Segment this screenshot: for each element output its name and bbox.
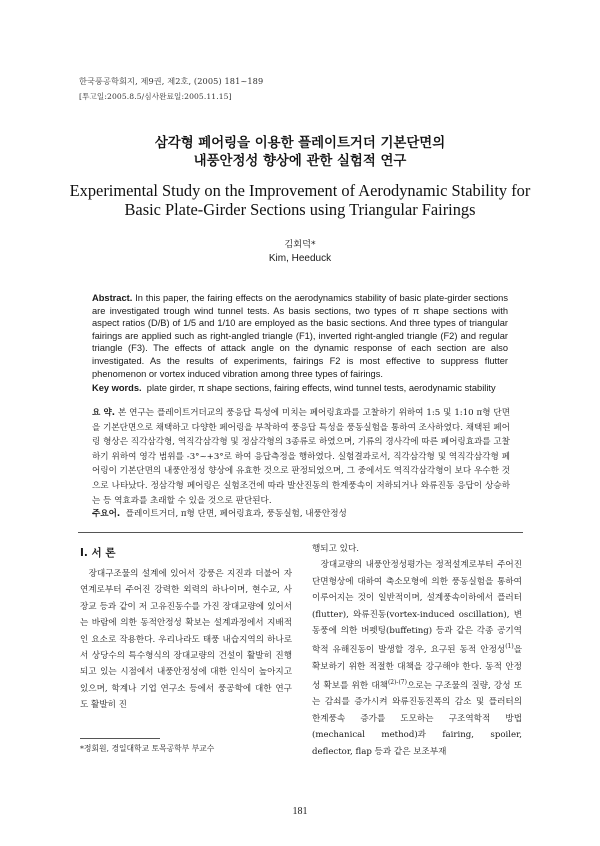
- intro-left-paragraph: 장대구조물의 설계에 있어서 강풍은 지진과 더불어 자연계로부터 주어진 강력한 외력의 하나이며, 현수교, 사장교 등과 같이 저 고유진동수를 가진 장대교량에 있어서는 바람에 의한 동적안정성 확보는 설계과정에서 지배적인 요소로 작용한다. 우리나라도 태풍 내습지역의 하나로서 상당수의 특수형식의 장대교량의 건설이 활발히 진행되고 있는 시점에서 내풍안정성에 대한 인식이 높아지고 있으며, 학계나 기업 연구소 등에서 풍공학에 대한 연구도 활발히 진: [80, 569, 292, 711]
- korean-summary-label: 요 약.: [92, 408, 116, 418]
- section-1-heading: I. 서 론: [80, 547, 116, 559]
- korean-keywords: [92, 507, 510, 522]
- footnote-rule: [80, 738, 160, 739]
- intro-right-text-d: 으로는 구조물의 질량, 강성 또는 감쇠를 증가시켜 와류진동진폭의 감소 및 플러터의 한계풍속 증가를 도모하는 구조역학적 방법(mechanical method)과 fairing, spoiler, deflector, flap 등과 같은 보조부재: [312, 680, 523, 757]
- intro-right-continuation: 행되고 있다.: [312, 544, 359, 554]
- journal-citation: 한국풍공학회지, 제9권, 제2호, (2005) 181~189: [79, 76, 264, 86]
- intro-left-column: [80, 566, 292, 714]
- intro-right-text-b: 장대교량의 내풍안정성평가는 정적설계로부터 주어진 단면형상에 대하여 축소모형에 의한 풍동실험을 통하여 이루어지는 것이 일반적이며, 설계풍속이하에서 플러터(flutter), 와류진동(vortex-induced oscillation), 변동풍에 의한 버펫팅(buffeting) 등과 같은 각종 공기역학적 유해진동이 발생할 경우, 요구된 동적 안정성: [312, 560, 522, 656]
- english-title-line-2: Basic Plate-Girder Sections using Triangular Fairings: [124, 200, 476, 219]
- reference-1: (1): [505, 643, 514, 651]
- submission-dates: [투고일:2005.8.5/심사완료일:2005.11.15]: [79, 92, 232, 101]
- korean-keywords-label: 주요어.: [92, 509, 121, 519]
- korean-title-line-2: 내풍안정성 향상에 관한 실험적 연구: [193, 154, 407, 169]
- keywords-label: Key words.: [92, 383, 142, 393]
- author-korean: 김회덕*: [284, 239, 316, 250]
- reference-2-7: (2)-(7): [387, 679, 407, 687]
- author-footnote: *정회원, 경일대학교 토목공학부 부교수: [80, 744, 215, 753]
- korean-summary-text: 본 연구는 플레이트거더교의 풍응답 특성에 미치는 페어링효과를 고찰하기 위하여 1:5 및 1:10 π형 단면을 기본단면으로 채택하고 다양한 페어링을 부착하여 풍응답 특성을 풍동실험을 통하여 조사하였다. 채택된 페어링 형상은 직각삼각형, 역직각삼각형 및 정삼각형의 3종류로 하였으며, 기류의 경사각에 따른 페어링효과를 고찰하기 위하여 영각 범위를 -3°~+3°로 하여 응답측정을 행하였다. 실험결과로서, 직각삼각형 및 역직각삼각형 페어링이 기본단면의 내풍안정성 향상에 유효한 것으로 판정되었으며, 그 중에서도 역직각삼각형이 보다 우수한 것으로 나타났다. 정삼각형 페어링은 실험조건에 따라 발산진동의 한계풍속이 저하되거나 와류진동 응답이 상승하는 등 역효과를 초래할 수 있을 것으로 판단된다.: [92, 408, 511, 506]
- intro-right-paragraph: [312, 557, 522, 760]
- section-divider: [78, 532, 523, 533]
- korean-summary: [92, 406, 510, 508]
- keywords-text: plate girder, π shape sections, fairing effects, wind tunnel tests, aerodynamic stability: [146, 383, 496, 393]
- page-number: 181: [292, 806, 308, 817]
- abstract: [92, 292, 508, 380]
- author-english: Kim, Heeduck: [268, 253, 332, 264]
- abstract-text: In this paper, the fairing effects on the aerodynamics stability of basic plate-girder sections are investigated trough wind tunnel tests. As basis sections, two types of π shape sections with aspect ratios (D/B) of 1/5 and 1/10 are employed as the basic sections. And three types of triangular fairings are applied such as right-angled triangle (F1), inverted right-angled triangle (F2) and regular triangle (F3). The effects of attack angle on the dynamic response of each section are also investigated. As the results of experiments, fairings F2 is most effective to suppress flutter phenomenon or vortex induced vibration among three types of fairings.: [92, 293, 508, 379]
- intro-right-text-c: 을 확보하기 위한 적절한 대책을 강구해야 한다. 동적 안정성 확보를 위한 대책: [312, 645, 522, 691]
- abstract-label: Abstract.: [92, 293, 133, 303]
- english-title-line-1: Experimental Study on the Improvement of Aerodynamic Stability for: [69, 181, 531, 200]
- korean-title-line-1: 삼각형 페어링을 이용한 플레이트거더 기본단면의: [154, 136, 446, 151]
- intro-right-column: [312, 541, 522, 760]
- korean-keywords-text: 플레이트거더, π형 단면, 페어링효과, 풍동실험, 내풍안정성: [125, 509, 347, 519]
- keywords: [92, 383, 512, 393]
